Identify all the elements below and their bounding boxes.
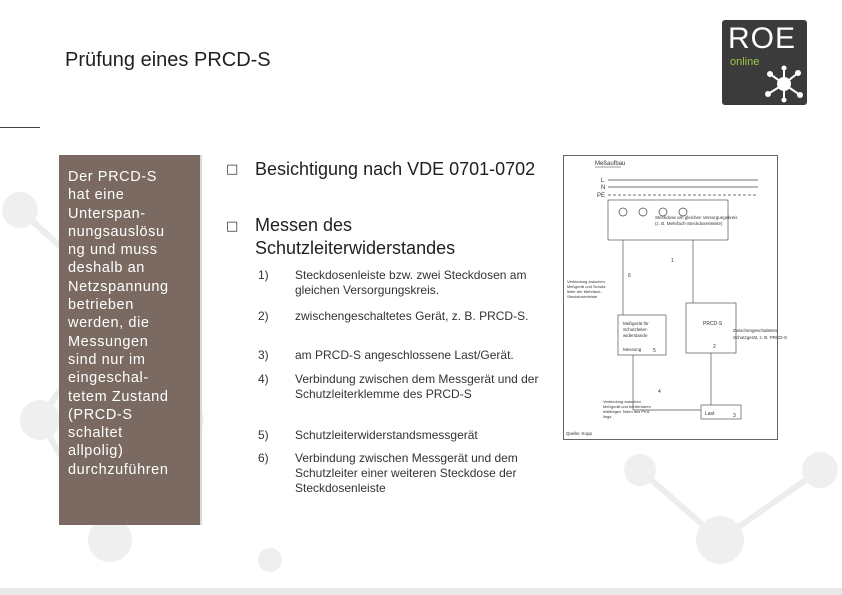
meter-label-1: Meßgerät für [623,321,649,326]
list-item: zwischengeschaltetes Gerät, z. B. PRCD-S. [295,309,529,323]
socket-label-2: (z. B. Mehrfach-Steckdosenleiste) [655,221,723,226]
diagram-number-4: 4 [658,389,661,395]
list-item: Verbindung zwischen Messgerät und dem Schutzleiter einer weiteren Steckdose der Steckdosenleiste [295,451,518,495]
list-item: Steckdosenleiste bzw. zwei Steckdosen am gleichen Versorgungskreis. [295,268,527,297]
heading-messen: Messen des Schutzleiterwiderstandes [255,215,456,258]
diagram-number-3: 3 [733,413,736,419]
connection-label-2: Verbindung zwischen [603,399,641,404]
logo-sub-text: online [730,56,760,68]
source-label: Quelle: Kopp [566,431,593,436]
bullet-icon: □ [226,219,239,234]
list-item: Verbindung zwischen dem Messgerät und der Schutzleiterklemme des PRCD-S [295,372,539,401]
connection-label-1: Verbindung zwischen [567,279,605,284]
list-item-number: 2) [258,309,269,323]
socket-label: Steckdose am gleichen Versorgungskreis [655,215,738,220]
meter-label-3: widerstands- [623,333,649,338]
page-number: 12 [790,571,803,583]
footer-bar [0,588,842,595]
list-item-number: 6) [258,451,269,465]
sidebar-text: Der PRCD-S hat eine Unterspan- nungsauslösu ng und muss deshalb an Netzspannung betrieben werden, die Messungen sind nur im eingeschal- tetem Zustand (PRCD-S schaltet allpolig) durchzuführen [68,169,169,478]
last-label: Last [705,411,715,417]
diagram-number-2: 2 [713,344,716,350]
connection-label-2d: lings. [603,414,613,419]
meter-label-4: Messung [623,347,642,352]
list-item: Schutzleiterwiderstandsmessgerät [295,428,478,442]
slide-title: Prüfung eines PRCD-S [65,49,271,71]
device-label-2: Schutzgerät, z. B. PRCD-S [733,335,788,340]
heading-besichtigung: Besichtigung nach VDE 0701-0702 [255,159,536,179]
diagram-number-1: 1 [671,258,674,264]
bullet-icon: □ [226,162,239,177]
logo-main-text: ROE [728,22,797,55]
diagram-number-6: 6 [628,273,631,279]
title-divider [0,127,40,128]
diagram-title: Meßaufbau [595,161,626,167]
line-label-pe: PE [597,193,606,199]
connection-label-2b: Meßgerät und berührbaren [603,404,651,409]
prcd-label: PRCD-S [703,321,723,327]
connection-label-1d: Steckdosenleiste [567,294,598,299]
roe-online-logo [722,20,807,105]
diagram-number-5: 5 [653,348,656,354]
line-label-n: N [601,185,606,191]
molecule-logo-icon [762,64,806,104]
list-item: am PRCD-S angeschlossene Last/Gerät. [295,348,514,362]
list-item-number: 4) [258,372,269,386]
measurement-diagram [563,155,788,440]
list-item-number: 5) [258,428,269,442]
connection-label-1c: leiter der Mehrfach- [567,289,602,294]
connection-label-1b: Meßgerät und Schutz- [567,284,607,289]
connection-label-2c: leitfähigen Teilen des Prüf- [603,409,651,414]
list-item-number: 1) [258,268,269,282]
device-label-1: Zwischengeschaltetes [733,328,778,333]
list-item-number: 3) [258,348,269,362]
line-label-l: L [601,178,605,184]
meter-label-2: Schutzleiter- [623,327,649,332]
